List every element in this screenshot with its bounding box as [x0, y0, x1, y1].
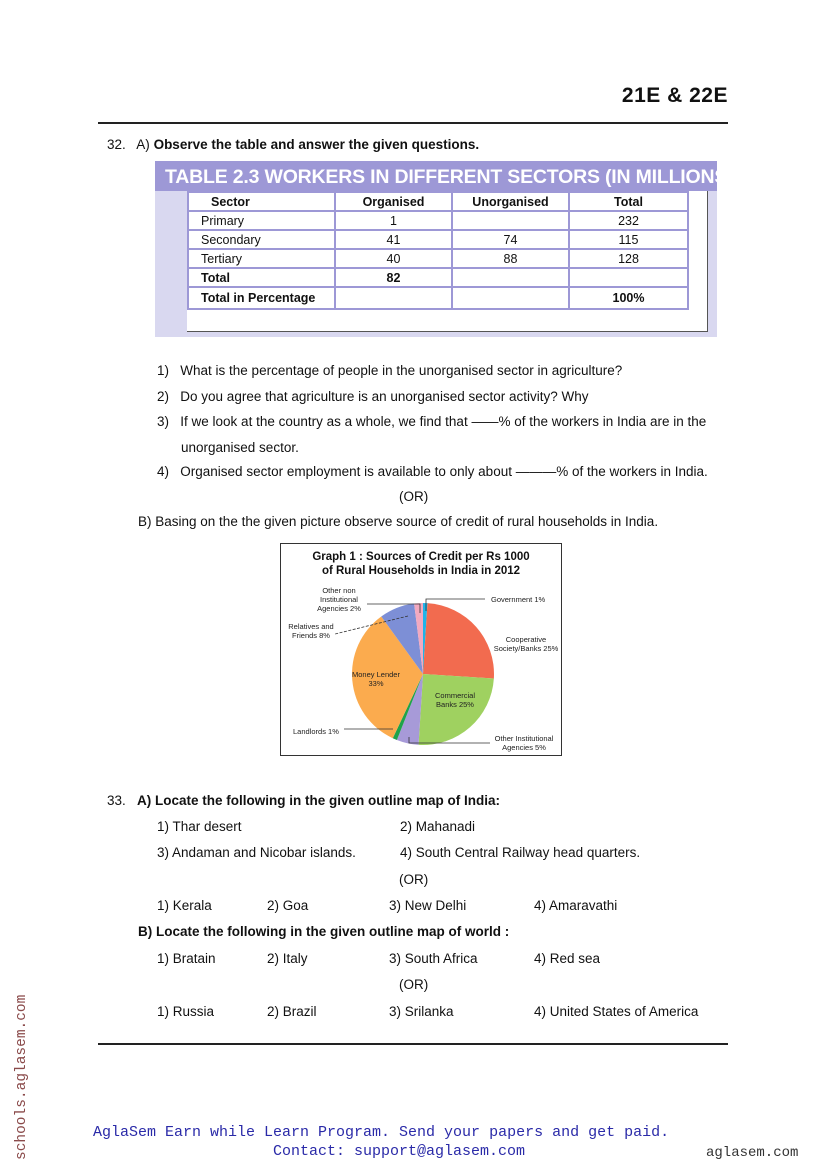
part-b-text: Basing on the the given picture observe source of credit of rural households in India.	[155, 514, 659, 529]
table-row	[188, 249, 688, 268]
sub-question-text: Organised sector employment is available to only about ———% of the workers in India.	[180, 464, 708, 479]
or-divider: (OR)	[399, 872, 429, 887]
table-cell: 40	[335, 249, 452, 268]
table-cell: Secondary	[188, 230, 335, 249]
pie-slice	[418, 674, 493, 745]
question-number: 32.	[107, 137, 126, 152]
sub-question-2	[157, 389, 589, 404]
map-item: 2) Goa	[267, 898, 309, 913]
label-line: Other non	[322, 586, 356, 595]
table-cell: 41	[335, 230, 452, 249]
map-item: 4) Red sea	[534, 951, 601, 966]
footer-site-link[interactable]: aglasem.com	[706, 1145, 799, 1161]
part-label: A)	[136, 137, 150, 152]
table-title: TABLE 2.3 WORKERS IN DIFFERENT SECTORS (IN MILLIONS)	[155, 161, 717, 191]
column-header: Organised	[335, 192, 452, 211]
table-cell	[452, 268, 569, 287]
label-line: Friends 8%	[292, 631, 330, 640]
question-number: 33.	[107, 793, 126, 808]
or-divider: (OR)	[399, 489, 429, 504]
sub-question-3	[157, 414, 706, 429]
map-item: 2) Italy	[267, 951, 308, 966]
label-line: Cooperative	[505, 635, 547, 644]
label-line: Commercial	[434, 691, 475, 700]
map-item: 3) South Africa	[389, 951, 478, 966]
column-header: Unorganised	[452, 192, 569, 211]
label-cooperative	[487, 635, 565, 653]
credit-sources-pie-chart	[280, 543, 562, 756]
sub-question-text: If we look at the country as a whole, we find that ——% of the workers in India are in the	[180, 414, 707, 429]
table-cell: 74	[452, 230, 569, 249]
table-row	[188, 230, 688, 249]
table-header-row	[188, 192, 688, 211]
label-line: Relatives and	[288, 622, 334, 631]
sub-question-4	[157, 464, 708, 479]
label-government: Government 1%	[491, 595, 546, 604]
column-header: Sector	[188, 192, 335, 211]
table-cell	[569, 268, 688, 287]
side-watermark: schools.aglasem.com	[14, 994, 30, 1160]
map-item: 3) Andaman and Nicobar islands.	[157, 845, 356, 860]
table-cell: 232	[569, 211, 688, 230]
table-row-total	[188, 268, 688, 287]
label-line: Other Institutional	[494, 734, 554, 743]
map-item: 2) Brazil	[267, 1004, 317, 1019]
label-other-non-institutional	[311, 586, 367, 613]
sub-question-number: 2)	[157, 389, 170, 404]
header-divider	[98, 122, 728, 124]
label-line: Agencies 2%	[317, 604, 361, 613]
label-line: 33%	[368, 679, 384, 688]
label-money-lender	[351, 670, 401, 688]
question-33-heading	[107, 793, 500, 808]
label-line: Society/Banks 25%	[493, 644, 559, 653]
sub-question-text: What is the percentage of people in the unorganised sector in agriculture?	[180, 363, 623, 378]
map-item: 3) Srilanka	[389, 1004, 454, 1019]
part-a-heading: A) Locate the following in the given outline map of India:	[137, 793, 501, 808]
column-header: Total	[569, 192, 688, 211]
table-cell: Tertiary	[188, 249, 335, 268]
chart-title-line-2: of Rural Households in India in 2012	[321, 565, 521, 577]
table-cell	[452, 287, 569, 309]
map-item: 4) South Central Railway head quarters.	[400, 845, 641, 860]
instruction: Observe the table and answer the given questions.	[153, 137, 480, 152]
sub-question-text: Do you agree that agriculture is an unorganised sector activity? Why	[180, 389, 589, 404]
label-line: Agencies 5%	[502, 743, 546, 752]
map-item: 1) Kerala	[157, 898, 212, 913]
map-item: 2) Mahanadi	[400, 819, 476, 834]
workers-table-figure	[155, 161, 734, 337]
label-line: Banks 25%	[436, 700, 474, 709]
part-label: B)	[138, 514, 152, 529]
label-commercial-banks	[429, 691, 481, 709]
table-cell: 88	[452, 249, 569, 268]
chart-title-line-1: Graph 1 : Sources of Credit per Rs 1000	[312, 551, 530, 563]
pie-slice	[423, 603, 494, 678]
question-32-heading	[107, 137, 479, 152]
label-line: Money Lender	[352, 670, 400, 679]
sub-question-3-continued: unorganised sector.	[181, 440, 299, 455]
table-cell: 115	[569, 230, 688, 249]
part-b-heading: B) Locate the following in the given outline map of world :	[138, 924, 510, 939]
footer-contact[interactable]: Contact: support@aglasem.com	[273, 1143, 526, 1160]
question-32-part-b	[138, 514, 658, 529]
table-cell: 1	[335, 211, 452, 230]
table-cell: Primary	[188, 211, 335, 230]
sub-question-number: 3)	[157, 414, 170, 429]
label-other-institutional	[488, 734, 560, 752]
table-cell: Total in Percentage	[188, 287, 335, 309]
map-item: 1) Thar desert	[157, 819, 242, 834]
sub-question-1	[157, 363, 622, 378]
paper-code: 21E & 22E	[621, 84, 728, 107]
sub-question-number: 1)	[157, 363, 170, 378]
table-cell: 100%	[569, 287, 688, 309]
map-item: 3) New Delhi	[389, 898, 467, 913]
label-relatives-friends	[283, 622, 339, 640]
map-item: 1) Russia	[157, 1004, 215, 1019]
table-cell: 82	[335, 268, 452, 287]
table-cell	[452, 211, 569, 230]
label-landlords: Landlords 1%	[293, 727, 339, 736]
table-row	[188, 211, 688, 230]
or-divider: (OR)	[399, 977, 429, 992]
map-item: 4) Amaravathi	[534, 898, 618, 913]
map-item: 1) Bratain	[157, 951, 216, 966]
footer-divider	[98, 1043, 728, 1045]
footer-promo: AglaSem Earn while Learn Program. Send your papers and get paid.	[93, 1124, 670, 1141]
label-line: Institutional	[320, 595, 358, 604]
table-cell: 128	[569, 249, 688, 268]
table-cell: Total	[188, 268, 335, 287]
sub-question-number: 4)	[157, 464, 170, 479]
table-cell	[335, 287, 452, 309]
table-row-percentage	[188, 287, 688, 309]
workers-table	[187, 191, 689, 310]
map-item: 4) United States of America	[534, 1004, 699, 1019]
